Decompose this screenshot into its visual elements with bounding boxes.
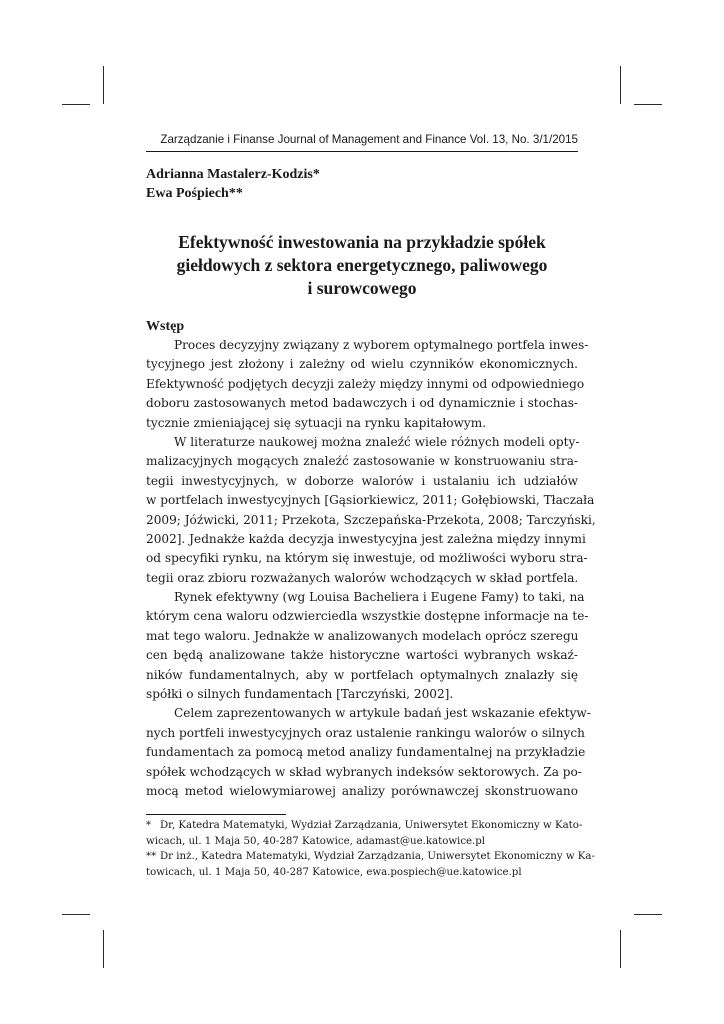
author-name: Adrianna Mastalerz-Kodzis*	[146, 167, 320, 182]
footnote-line: wicach, ul. 1 Maja 50, 40-287 Katowice, adamast@ue.katowice.pl	[146, 835, 486, 847]
footnote-mark: **	[146, 851, 157, 862]
text-line: którym cena waloru odzwierciedla wszystkie dostępne informacje na te-	[146, 609, 589, 624]
text-line: spółek wchodzących w skład wybranych indeksów sektorowych. Za po-	[146, 764, 582, 779]
running-head: Zarządzanie i Finanse Journal of Management and Finance Vol. 13, No. 3/1/2015	[160, 133, 578, 146]
text-line: tycznie zmieniającej się sytuacji na rynku kapitałowym.	[146, 415, 487, 430]
crop-mark	[62, 914, 90, 915]
text-line: od specyfiki rynku, na którym się inwestuje, od możliwości wyboru stra-	[146, 551, 588, 566]
header-rule	[146, 151, 578, 152]
author-name: Ewa Pośpiech**	[146, 186, 243, 201]
section-heading: Wstęp	[146, 319, 185, 334]
text-line: tegii oraz zbioru rozważanych walorów wchodzących w skład portfela.	[146, 570, 579, 585]
crop-mark	[634, 914, 662, 915]
footnote-line: towicach, ul. 1 Maja 50, 40-287 Katowice, ewa.pospiech@ue.katowice.pl	[146, 866, 522, 878]
text-line: Proces decyzyjny związany z wyborem optymalnego portfela inwes-	[174, 338, 589, 352]
text-line: mocą metod wielowymiarowej analizy porównawczej skonstruowano	[146, 783, 578, 798]
body-text	[146, 336, 596, 801]
text-line: nych portfeli inwestycyjnych oraz ustalenie rankingu walorów o silnych	[146, 725, 585, 740]
text-line: cen będą analizowane także historyczne wartości wybranych wskaź-	[146, 648, 578, 663]
footnote-line	[146, 849, 595, 865]
text-line: mat tego waloru. Jednakże w analizowanych modelach oprócz szeregu	[146, 628, 579, 643]
title-line: giełdowych z sektora energetycznego, paliwowego	[176, 255, 548, 275]
text-line: spółki o silnych fundamentach [Tarczyński, 2002].	[146, 687, 454, 702]
text-line: Efektywność podjętych decyzji zależy między innymi od odpowiedniego	[146, 376, 585, 391]
footnote-rule	[146, 814, 286, 815]
crop-mark	[103, 930, 104, 968]
footnote-mark: *	[146, 820, 152, 831]
footnote-line	[146, 818, 583, 834]
text-line: W literaturze naukowej można znaleźć wiele różnych modeli opty-	[174, 434, 580, 449]
footnotes	[146, 818, 595, 880]
title-line: i surowcowego	[307, 278, 417, 298]
article-title	[146, 231, 578, 300]
text-line: w portfelach inwestycyjnych [Gąsiorkiewicz, 2011; Gołębiowski, Tłaczała	[146, 493, 595, 508]
crop-mark	[620, 930, 621, 968]
crop-mark	[62, 104, 90, 105]
text-line: malizacyjnych mogących znaleźć zastosowanie w konstruowaniu stra-	[146, 454, 578, 469]
footnote-text: Dr inż., Katedra Matematyki, Wydział Zarządzania, Uniwersytet Ekonomiczny w Ka-	[160, 851, 595, 862]
text-line: 2002]. Jednakże każda decyzja inwestycyjna jest zależna między innymi	[146, 531, 586, 546]
author-list	[146, 165, 320, 203]
text-line: 2009; Jóźwicki, 2011; Przekota, Szczepańska-Przekota, 2008; Tarczyński,	[146, 512, 596, 527]
crop-mark	[634, 104, 662, 105]
crop-mark	[103, 66, 104, 104]
text-line: doboru zastosowanych metod badawczych i od dynamicznie i stochas-	[146, 396, 578, 411]
crop-mark	[620, 66, 621, 104]
footnote-text: Dr, Katedra Matematyki, Wydział Zarządzania, Uniwersytet Ekonomiczny w Kato-	[160, 820, 583, 831]
text-line: Rynek efektywny (wg Louisa Bacheliera i Eugene Famy) to taki, na	[174, 590, 585, 605]
text-line: tegii inwestycyjnych, w doborze walorów i ustalaniu ich udziałów	[146, 473, 578, 488]
title-line: Efektywność inwestowania na przykładzie spółek	[178, 232, 546, 252]
text-line: ników fundamentalnych, aby w portfelach optymalnych znalazły się	[146, 667, 578, 682]
text-line: Celem zaprezentowanych w artykule badań jest wskazanie efektyw-	[174, 706, 591, 721]
text-line: tycyjnego jest złożony i zależny od wielu czynników ekonomicznych.	[146, 357, 578, 372]
text-line: fundamentach za pomocą metod analizy fundamentalnej na przykładzie	[146, 745, 586, 760]
